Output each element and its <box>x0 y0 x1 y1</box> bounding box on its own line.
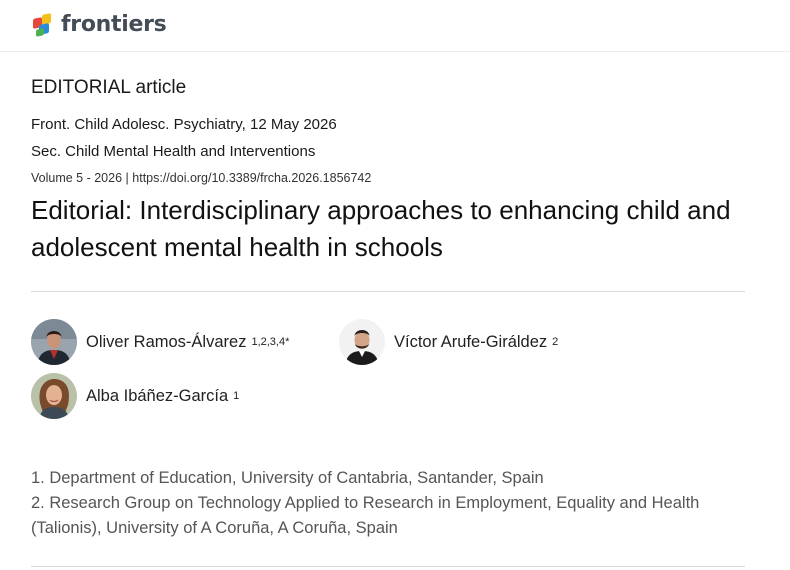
author-avatar[interactable] <box>339 319 385 365</box>
author-avatar[interactable] <box>31 373 77 419</box>
article-title: Editorial: Interdisciplinary approaches to enhancing child and adolescent mental health in schools <box>31 195 731 262</box>
logo-text: frontiers <box>61 11 167 37</box>
volume-label: Volume 5 - 2026 <box>31 171 123 185</box>
author-item[interactable] <box>339 319 558 365</box>
journal-citation[interactable]: Front. Child Adolesc. Psychiatry, 12 May 2026 <box>31 116 337 133</box>
author-affiliation-refs: 1,2,3,4* <box>251 336 290 348</box>
article-type: EDITORIAL article <box>31 77 187 98</box>
author-name[interactable]: Víctor Arufe-Giráldez <box>394 332 548 351</box>
site-header <box>0 0 790 52</box>
journal-section[interactable]: Sec. Child Mental Health and Interventions <box>31 143 316 160</box>
affiliations-list <box>31 466 751 541</box>
author-affiliation-refs: 1 <box>233 390 240 402</box>
divider <box>31 566 745 567</box>
doi-link[interactable]: https://doi.org/10.3389/frcha.2026.1856742 <box>132 171 372 185</box>
separator: | <box>125 171 129 185</box>
author-item[interactable] <box>31 373 239 419</box>
volume-doi-line <box>31 171 371 185</box>
author-avatar[interactable] <box>31 319 77 365</box>
affiliation-item: 2. Research Group on Technology Applied to Research in Employment, Equality and Health (Talionis), University of A Coruña, A Coruña, Spain <box>31 494 700 537</box>
frontiers-logo-icon <box>33 11 55 37</box>
frontiers-logo[interactable] <box>33 9 166 39</box>
divider <box>31 291 745 292</box>
author-affiliation-refs: 2 <box>552 336 559 348</box>
affiliation-item: 1. Department of Education, University of Cantabria, Santander, Spain <box>31 469 544 487</box>
author-item[interactable] <box>31 319 289 365</box>
author-name[interactable]: Alba Ibáñez-García <box>86 386 229 405</box>
author-name[interactable]: Oliver Ramos-Álvarez <box>86 332 247 351</box>
